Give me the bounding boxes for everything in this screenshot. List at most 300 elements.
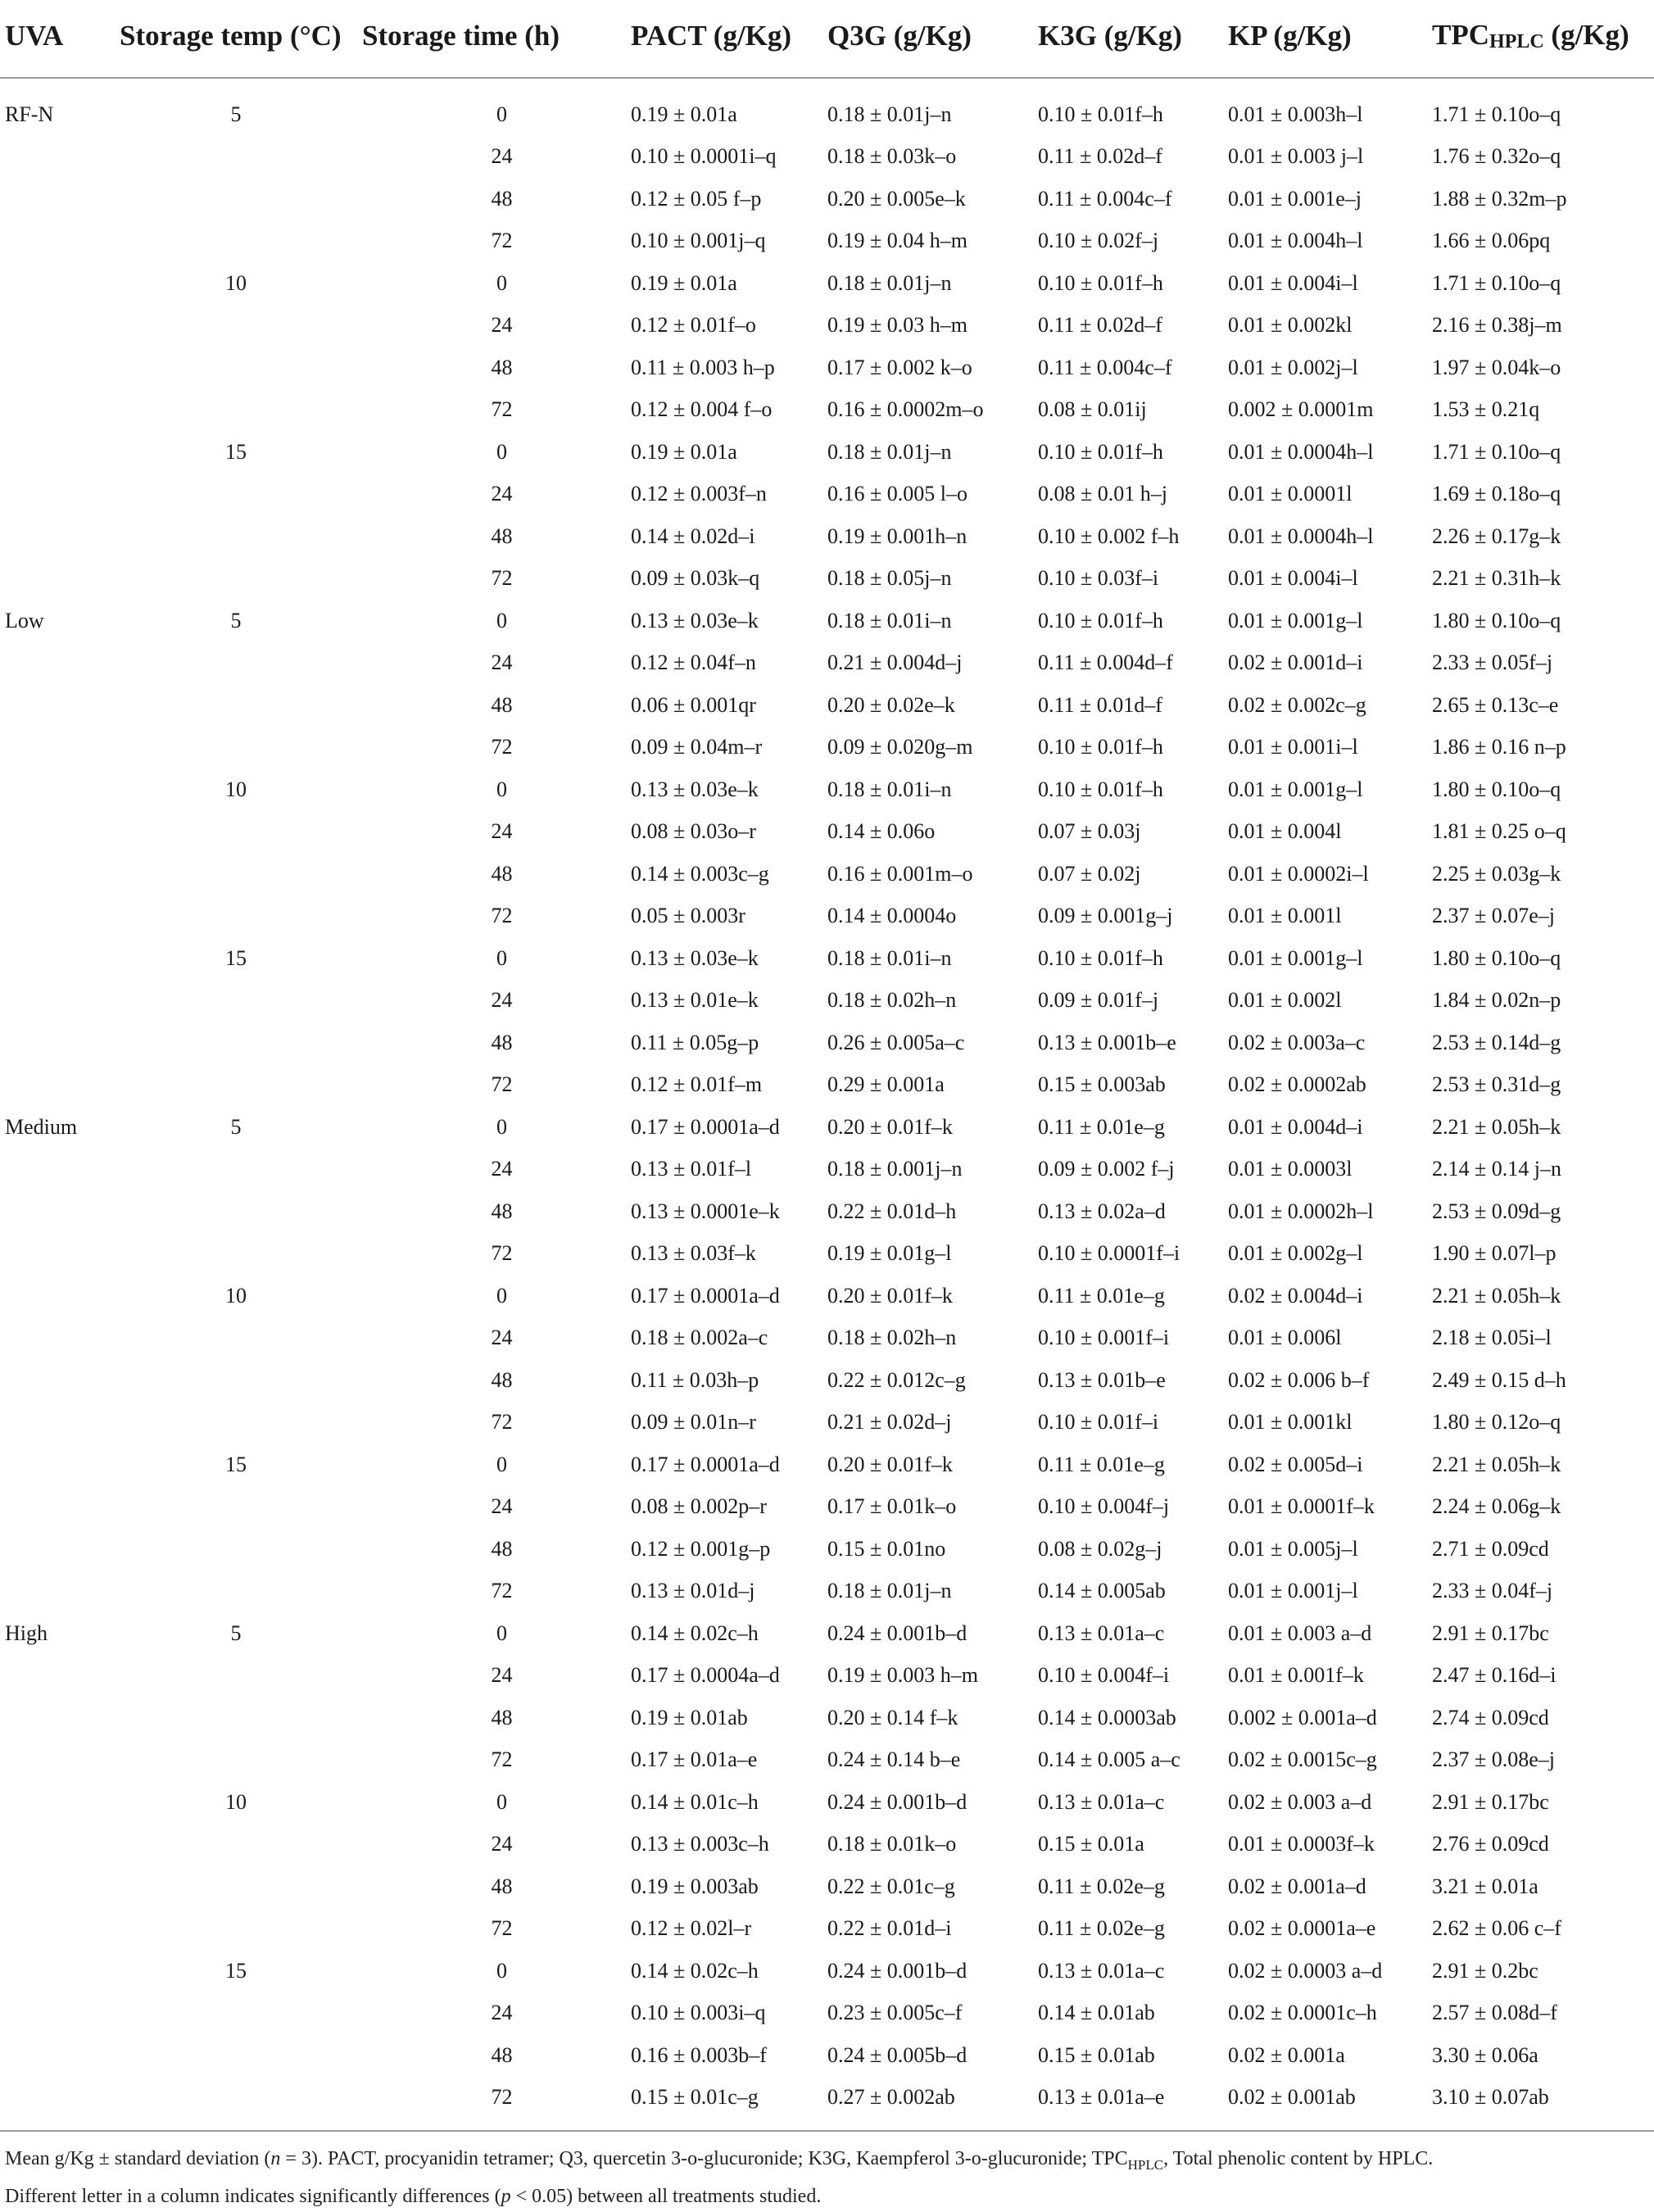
cell-uva xyxy=(0,980,119,1022)
cell-storage-time: 72 xyxy=(491,1916,513,1941)
cell-uva xyxy=(0,1359,119,1402)
cell-kp: 0.01 ± 0.0003f–k xyxy=(1228,1832,1375,1856)
cell-q3g: 0.19 ± 0.003 h–m xyxy=(827,1663,978,1688)
cell-uva xyxy=(0,1064,119,1107)
cell-uva: High xyxy=(5,1620,48,1645)
cell-pact: 0.19 ± 0.01a xyxy=(631,439,737,464)
cell-kp: 0.02 ± 0.0002ab xyxy=(1228,1072,1366,1097)
cell-tpc: 1.71 ± 0.10o–q xyxy=(1432,270,1561,295)
cell-q3g: 0.24 ± 0.001b–d xyxy=(827,1958,967,1983)
cell-kp: 0.02 ± 0.001d–i xyxy=(1228,650,1363,675)
cell-q3g: 0.19 ± 0.03 h–m xyxy=(827,313,967,338)
table-row xyxy=(0,347,1654,389)
footnote-text: Mean g/Kg ± standard deviation ( xyxy=(5,2148,271,2169)
cell-storage-time: 72 xyxy=(491,1579,513,1603)
cell-pact: 0.09 ± 0.01n–r xyxy=(631,1410,756,1435)
cell-kp: 0.01 ± 0.0004h–l xyxy=(1228,524,1374,548)
cell-q3g: 0.16 ± 0.005 l–o xyxy=(827,482,967,506)
cell-storage-temp xyxy=(119,980,356,1022)
header-tpc xyxy=(1425,0,1654,78)
cell-uva xyxy=(0,1022,119,1064)
cell-q3g: 0.18 ± 0.01i–n xyxy=(827,945,952,970)
cell-pact: 0.17 ± 0.0004a–d xyxy=(631,1663,780,1688)
cell-storage-temp xyxy=(119,1486,356,1529)
table-row xyxy=(0,1106,1654,1149)
cell-k3g: 0.10 ± 0.002 f–h xyxy=(1038,524,1180,548)
table-row xyxy=(0,474,1654,516)
cell-uva xyxy=(0,1190,119,1233)
cell-pact: 0.11 ± 0.05g–p xyxy=(631,1030,759,1054)
cell-q3g: 0.16 ± 0.001m–o xyxy=(827,861,973,886)
cell-storage-time: 24 xyxy=(491,1663,513,1688)
cell-q3g: 0.20 ± 0.14 f–k xyxy=(827,1705,958,1729)
cell-q3g: 0.15 ± 0.01no xyxy=(827,1536,946,1561)
cell-k3g: 0.11 ± 0.01e–g xyxy=(1038,1452,1165,1476)
cell-uva xyxy=(0,1739,119,1782)
cell-pact: 0.19 ± 0.01ab xyxy=(631,1705,748,1729)
cell-tpc: 2.91 ± 0.2bc xyxy=(1432,1958,1538,1983)
cell-storage-temp xyxy=(119,474,356,516)
cell-k3g: 0.10 ± 0.001f–i xyxy=(1038,1326,1170,1350)
cell-q3g: 0.23 ± 0.005c–f xyxy=(827,2001,963,2025)
cell-uva: Low xyxy=(5,608,44,632)
cell-tpc: 1.71 ± 0.10o–q xyxy=(1432,102,1561,126)
cell-storage-time: 24 xyxy=(491,1326,513,1350)
cell-storage-time: 24 xyxy=(491,313,513,338)
cell-k3g: 0.10 ± 0.0001f–i xyxy=(1038,1241,1180,1266)
cell-k3g: 0.10 ± 0.004f–i xyxy=(1038,1663,1170,1688)
cell-k3g: 0.14 ± 0.0003ab xyxy=(1038,1705,1176,1729)
cell-storage-time: 24 xyxy=(491,650,513,675)
table-row xyxy=(0,937,1654,980)
cell-q3g: 0.18 ± 0.01i–n xyxy=(827,777,952,801)
cell-q3g: 0.22 ± 0.01d–h xyxy=(827,1199,957,1223)
cell-tpc: 2.24 ± 0.06g–k xyxy=(1432,1494,1561,1519)
cell-uva xyxy=(0,1275,119,1317)
cell-tpc: 3.30 ± 0.06a xyxy=(1432,2042,1538,2067)
cell-storage-time: 48 xyxy=(491,1705,513,1729)
cell-tpc: 2.14 ± 0.14 j–n xyxy=(1432,1157,1561,1181)
cell-q3g: 0.27 ± 0.002ab xyxy=(827,2085,955,2110)
cell-k3g: 0.11 ± 0.02e–g xyxy=(1038,1916,1165,1941)
cell-q3g: 0.18 ± 0.01j–n xyxy=(827,270,952,295)
table-row xyxy=(0,1739,1654,1782)
cell-tpc: 2.37 ± 0.07e–j xyxy=(1432,904,1556,928)
cell-storage-temp xyxy=(119,642,356,685)
cell-tpc: 2.25 ± 0.03g–k xyxy=(1432,861,1561,886)
cell-k3g: 0.10 ± 0.01f–h xyxy=(1038,270,1163,295)
header-storage-time: Storage time (h) xyxy=(356,0,614,78)
cell-storage-time: 72 xyxy=(491,735,513,759)
cell-uva xyxy=(0,1528,119,1571)
cell-k3g: 0.10 ± 0.004f–j xyxy=(1038,1494,1170,1519)
cell-pact: 0.13 ± 0.01e–k xyxy=(631,988,759,1013)
cell-storage-temp xyxy=(119,515,356,558)
cell-kp: 0.01 ± 0.001i–l xyxy=(1228,735,1358,759)
footnote-divider xyxy=(0,2130,1654,2132)
cell-kp: 0.02 ± 0.001a–d xyxy=(1228,1874,1366,1898)
cell-storage-time: 48 xyxy=(491,861,513,886)
cell-uva: Medium xyxy=(5,1114,78,1139)
cell-k3g: 0.13 ± 0.001b–e xyxy=(1038,1030,1176,1054)
cell-uva xyxy=(0,1781,119,1824)
cell-storage-time: 0 xyxy=(496,1620,507,1645)
cell-pact: 0.08 ± 0.002p–r xyxy=(631,1494,767,1519)
cell-uva xyxy=(0,305,119,347)
header-tpc-unit: (g/Kg) xyxy=(1543,19,1629,51)
cell-kp: 0.002 ± 0.001a–d xyxy=(1228,1705,1377,1729)
cell-q3g: 0.18 ± 0.01j–n xyxy=(827,1579,952,1603)
cell-tpc: 2.76 ± 0.09cd xyxy=(1432,1832,1549,1856)
cell-storage-time: 48 xyxy=(491,2042,513,2067)
cell-pact: 0.12 ± 0.001g–p xyxy=(631,1536,771,1561)
cell-storage-temp xyxy=(119,558,356,601)
table-row xyxy=(0,136,1654,179)
cell-tpc: 1.86 ± 0.16 n–p xyxy=(1432,735,1566,759)
cell-kp: 0.02 ± 0.0015c–g xyxy=(1228,1747,1377,1772)
cell-storage-temp xyxy=(119,136,356,179)
cell-kp: 0.02 ± 0.0001c–h xyxy=(1228,2001,1377,2025)
cell-storage-time: 0 xyxy=(496,1283,507,1308)
cell-pact: 0.12 ± 0.05 f–p xyxy=(631,186,762,211)
table-row xyxy=(0,1571,1654,1613)
cell-uva xyxy=(0,178,119,220)
cell-kp: 0.01 ± 0.004d–i xyxy=(1228,1114,1363,1139)
cell-q3g: 0.17 ± 0.01k–o xyxy=(827,1494,957,1519)
footnote-subscript: HPLC xyxy=(1127,2156,1164,2173)
cell-kp: 0.01 ± 0.004h–l xyxy=(1228,229,1363,253)
cell-pact: 0.11 ± 0.003 h–p xyxy=(631,355,775,379)
cell-k3g: 0.11 ± 0.01e–g xyxy=(1038,1114,1165,1139)
cell-tpc: 1.69 ± 0.18o–q xyxy=(1432,482,1561,506)
cell-storage-time: 48 xyxy=(491,1199,513,1223)
table-row xyxy=(0,2077,1654,2119)
cell-pact: 0.19 ± 0.01a xyxy=(631,270,737,295)
cell-storage-time: 48 xyxy=(491,1536,513,1561)
table-row xyxy=(0,1317,1654,1360)
cell-kp: 0.02 ± 0.006 b–f xyxy=(1228,1367,1370,1392)
cell-tpc: 2.16 ± 0.38j–m xyxy=(1432,313,1562,338)
cell-k3g: 0.10 ± 0.02f–j xyxy=(1038,229,1159,253)
cell-storage-time: 48 xyxy=(491,524,513,548)
cell-k3g: 0.10 ± 0.01f–h xyxy=(1038,735,1163,759)
cell-k3g: 0.09 ± 0.002 f–j xyxy=(1038,1157,1175,1181)
cell-k3g: 0.08 ± 0.01 h–j xyxy=(1038,482,1167,506)
cell-storage-time: 48 xyxy=(491,1874,513,1898)
cell-uva xyxy=(0,220,119,263)
cell-storage-temp: 15 xyxy=(225,1958,247,1983)
cell-kp: 0.02 ± 0.003a–c xyxy=(1228,1030,1366,1054)
cell-storage-time: 24 xyxy=(491,144,513,169)
cell-storage-temp xyxy=(119,2077,356,2119)
cell-storage-time: 72 xyxy=(491,1747,513,1772)
cell-storage-temp xyxy=(119,1149,356,1191)
cell-pact: 0.13 ± 0.0001e–k xyxy=(631,1199,780,1223)
cell-pact: 0.14 ± 0.003c–g xyxy=(631,861,769,886)
table-row xyxy=(0,1359,1654,1402)
cell-kp: 0.01 ± 0.0002h–l xyxy=(1228,1199,1374,1223)
cell-q3g: 0.18 ± 0.05j–n xyxy=(827,566,952,591)
cell-kp: 0.01 ± 0.0001f–k xyxy=(1228,1494,1375,1519)
cell-uva xyxy=(0,1149,119,1191)
cell-storage-time: 0 xyxy=(496,608,507,632)
cell-tpc: 2.37 ± 0.08e–j xyxy=(1432,1747,1556,1772)
cell-tpc: 1.90 ± 0.07l–p xyxy=(1432,1241,1557,1266)
cell-tpc: 1.80 ± 0.12o–q xyxy=(1432,1410,1561,1435)
cell-k3g: 0.11 ± 0.02e–g xyxy=(1038,1874,1165,1898)
cell-kp: 0.02 ± 0.001ab xyxy=(1228,2085,1356,2110)
cell-uva xyxy=(0,1571,119,1613)
cell-k3g: 0.07 ± 0.03j xyxy=(1038,819,1141,844)
cell-tpc: 2.18 ± 0.05i–l xyxy=(1432,1326,1552,1350)
cell-uva xyxy=(0,431,119,474)
cell-storage-temp xyxy=(119,895,356,938)
cell-tpc: 2.26 ± 0.17g–k xyxy=(1432,524,1561,548)
table-row xyxy=(0,1149,1654,1191)
cell-q3g: 0.24 ± 0.001b–d xyxy=(827,1620,967,1645)
cell-pact: 0.15 ± 0.01c–g xyxy=(631,2085,759,2110)
cell-k3g: 0.08 ± 0.01ij xyxy=(1038,397,1147,422)
cell-storage-temp: 5 xyxy=(230,608,242,632)
cell-storage-temp xyxy=(119,1655,356,1698)
table-row xyxy=(0,1444,1654,1486)
cell-tpc: 2.21 ± 0.31h–k xyxy=(1432,566,1561,591)
cell-uva xyxy=(0,136,119,179)
cell-q3g: 0.18 ± 0.01i–n xyxy=(827,608,952,632)
cell-pact: 0.12 ± 0.01f–o xyxy=(631,313,756,338)
cell-q3g: 0.09 ± 0.020g–m xyxy=(827,735,973,759)
table-row xyxy=(0,642,1654,685)
cell-kp: 0.01 ± 0.0003l xyxy=(1228,1157,1353,1181)
cell-storage-temp xyxy=(119,853,356,895)
cell-storage-time: 0 xyxy=(496,945,507,970)
cell-storage-temp: 10 xyxy=(225,270,247,295)
table-row xyxy=(0,980,1654,1022)
cell-pact: 0.17 ± 0.0001a–d xyxy=(631,1452,780,1476)
cell-storage-time: 72 xyxy=(491,229,513,253)
cell-pact: 0.10 ± 0.0001i–q xyxy=(631,144,777,169)
cell-uva xyxy=(0,558,119,601)
cell-pact: 0.13 ± 0.01f–l xyxy=(631,1157,752,1181)
cell-storage-time: 0 xyxy=(496,1958,507,1983)
cell-q3g: 0.24 ± 0.001b–d xyxy=(827,1789,967,1814)
cell-k3g: 0.10 ± 0.03f–i xyxy=(1038,566,1159,591)
cell-tpc: 2.91 ± 0.17bc xyxy=(1432,1789,1549,1814)
cell-uva xyxy=(0,642,119,685)
cell-k3g: 0.13 ± 0.01a–c xyxy=(1038,1958,1165,1983)
cell-uva xyxy=(0,262,119,305)
table-row xyxy=(0,2034,1654,2077)
cell-storage-time: 72 xyxy=(491,566,513,591)
cell-pact: 0.13 ± 0.03e–k xyxy=(631,608,759,632)
cell-pact: 0.13 ± 0.003c–h xyxy=(631,1832,769,1856)
table-row xyxy=(0,1528,1654,1571)
table-row xyxy=(0,431,1654,474)
cell-k3g: 0.14 ± 0.01ab xyxy=(1038,2001,1155,2025)
cell-storage-time: 72 xyxy=(491,1241,513,1266)
cell-storage-temp xyxy=(119,305,356,347)
table-row xyxy=(0,305,1654,347)
cell-tpc: 1.71 ± 0.10o–q xyxy=(1432,439,1561,464)
cell-kp: 0.01 ± 0.003 j–l xyxy=(1228,144,1364,169)
footnote-n-symbol: n xyxy=(270,2148,281,2169)
cell-pact: 0.13 ± 0.03e–k xyxy=(631,945,759,970)
cell-storage-time: 72 xyxy=(491,2085,513,2110)
cell-q3g: 0.19 ± 0.01g–l xyxy=(827,1241,952,1266)
cell-uva xyxy=(0,1824,119,1866)
cell-pact: 0.11 ± 0.03h–p xyxy=(631,1367,759,1392)
cell-k3g: 0.14 ± 0.005 a–c xyxy=(1038,1747,1180,1772)
cell-kp: 0.01 ± 0.004i–l xyxy=(1228,566,1358,591)
cell-tpc: 2.21 ± 0.05h–k xyxy=(1432,1452,1561,1476)
cell-k3g: 0.13 ± 0.01a–c xyxy=(1038,1789,1165,1814)
table-row xyxy=(0,853,1654,895)
cell-tpc: 2.53 ± 0.14d–g xyxy=(1432,1030,1561,1054)
cell-k3g: 0.10 ± 0.01f–h xyxy=(1038,102,1163,126)
cell-storage-time: 24 xyxy=(491,988,513,1013)
cell-uva xyxy=(0,2034,119,2077)
footnote-text: Different letter in a column indicates significantly differences ( xyxy=(5,2185,501,2207)
cell-uva xyxy=(0,853,119,895)
cell-pact: 0.12 ± 0.01f–m xyxy=(631,1072,763,1097)
cell-q3g: 0.24 ± 0.14 b–e xyxy=(827,1747,961,1772)
cell-pact: 0.13 ± 0.03f–k xyxy=(631,1241,756,1266)
cell-storage-time: 48 xyxy=(491,1367,513,1392)
cell-storage-temp xyxy=(119,1697,356,1739)
cell-storage-time: 0 xyxy=(496,102,507,126)
cell-kp: 0.02 ± 0.0003 a–d xyxy=(1228,1958,1383,1983)
cell-tpc: 2.62 ± 0.06 c–f xyxy=(1432,1916,1561,1941)
cell-kp: 0.02 ± 0.004d–i xyxy=(1228,1283,1363,1308)
cell-pact: 0.14 ± 0.02c–h xyxy=(631,1620,759,1645)
cell-storage-time: 72 xyxy=(491,904,513,928)
cell-kp: 0.01 ± 0.0004h–l xyxy=(1228,439,1374,464)
cell-tpc: 1.84 ± 0.02n–p xyxy=(1432,988,1561,1013)
cell-tpc: 2.49 ± 0.15 d–h xyxy=(1432,1367,1566,1392)
cell-uva xyxy=(0,474,119,516)
table-row xyxy=(0,1865,1654,1908)
cell-tpc: 1.76 ± 0.32o–q xyxy=(1432,144,1561,169)
cell-q3g: 0.19 ± 0.04 h–m xyxy=(827,229,967,253)
cell-kp: 0.01 ± 0.001g–l xyxy=(1228,945,1363,970)
cell-uva xyxy=(0,1444,119,1486)
cell-kp: 0.01 ± 0.002kl xyxy=(1228,313,1353,338)
cell-tpc: 2.33 ± 0.04f–j xyxy=(1432,1579,1553,1603)
cell-kp: 0.01 ± 0.0001l xyxy=(1228,482,1353,506)
cell-pact: 0.17 ± 0.01a–e xyxy=(631,1747,758,1772)
cell-k3g: 0.09 ± 0.01f–j xyxy=(1038,988,1159,1013)
table-row xyxy=(0,1064,1654,1107)
cell-pact: 0.05 ± 0.003r xyxy=(631,904,745,928)
cell-q3g: 0.14 ± 0.06o xyxy=(827,819,936,844)
footnote-text: = 3). PACT, procyanidin tetramer; Q3, quercetin 3-o-glucuronide; K3G, Kaempferol 3-o-glucuronide; TPC xyxy=(280,2148,1128,2169)
cell-pact: 0.18 ± 0.002a–c xyxy=(631,1326,768,1350)
cell-uva xyxy=(0,389,119,432)
cell-storage-temp: 15 xyxy=(225,1452,247,1476)
cell-storage-temp: 5 xyxy=(230,1620,242,1645)
table-row xyxy=(0,1402,1654,1444)
cell-q3g: 0.18 ± 0.02h–n xyxy=(827,988,957,1013)
cell-k3g: 0.10 ± 0.01f–h xyxy=(1038,439,1163,464)
cell-q3g: 0.16 ± 0.0002m–o xyxy=(827,397,984,422)
cell-pact: 0.13 ± 0.01d–j xyxy=(631,1579,755,1603)
table-row xyxy=(0,1233,1654,1276)
header-q3g: Q3G (g/Kg) xyxy=(815,0,1025,78)
cell-tpc: 1.53 ± 0.21q xyxy=(1432,397,1540,422)
cell-storage-time: 72 xyxy=(491,1410,513,1435)
cell-uva xyxy=(0,895,119,938)
table-row xyxy=(0,78,1654,136)
cell-uva xyxy=(0,684,119,727)
cell-tpc: 3.21 ± 0.01a xyxy=(1432,1874,1538,1898)
cell-q3g: 0.18 ± 0.02h–n xyxy=(827,1326,957,1350)
table-row xyxy=(0,1824,1654,1866)
footnote-text: < 0.05) between all treatments studied. xyxy=(510,2185,822,2207)
cell-tpc: 2.47 ± 0.16d–i xyxy=(1432,1663,1557,1688)
table-row xyxy=(0,1697,1654,1739)
cell-pact: 0.12 ± 0.004 f–o xyxy=(631,397,773,422)
cell-kp: 0.01 ± 0.002l xyxy=(1228,988,1342,1013)
table-row xyxy=(0,1612,1654,1655)
table-row xyxy=(0,600,1654,642)
cell-storage-temp: 10 xyxy=(225,1789,247,1814)
cell-k3g: 0.11 ± 0.02d–f xyxy=(1038,313,1162,338)
cell-q3g: 0.21 ± 0.02d–j xyxy=(827,1410,952,1435)
cell-tpc: 2.21 ± 0.05h–k xyxy=(1432,1283,1561,1308)
header-kp: KP (g/Kg) xyxy=(1216,0,1425,78)
table-row xyxy=(0,220,1654,263)
cell-storage-temp xyxy=(119,684,356,727)
cell-storage-temp xyxy=(119,1739,356,1782)
cell-tpc: 1.80 ± 0.10o–q xyxy=(1432,777,1561,801)
footnote-p-symbol: p xyxy=(501,2185,511,2207)
table-row xyxy=(0,811,1654,854)
cell-pact: 0.19 ± 0.003ab xyxy=(631,1874,759,1898)
header-tpc-sub: HPLC xyxy=(1489,31,1544,52)
cell-uva xyxy=(0,1402,119,1444)
cell-storage-time: 24 xyxy=(491,2001,513,2025)
cell-storage-temp xyxy=(119,811,356,854)
cell-k3g: 0.11 ± 0.004d–f xyxy=(1038,650,1173,675)
cell-storage-temp xyxy=(119,178,356,220)
cell-storage-time: 24 xyxy=(491,1494,513,1519)
cell-pact: 0.09 ± 0.03k–q xyxy=(631,566,760,591)
cell-uva xyxy=(0,1950,119,1992)
table-body xyxy=(0,78,1654,2119)
cell-storage-temp xyxy=(119,1317,356,1360)
cell-pact: 0.13 ± 0.03e–k xyxy=(631,777,759,801)
cell-storage-temp: 10 xyxy=(225,1283,247,1308)
cell-storage-temp xyxy=(119,1359,356,1402)
cell-tpc: 1.80 ± 0.10o–q xyxy=(1432,945,1561,970)
cell-uva xyxy=(0,347,119,389)
cell-storage-temp xyxy=(119,727,356,769)
cell-uva xyxy=(0,1992,119,2035)
cell-storage-time: 0 xyxy=(496,1789,507,1814)
cell-q3g: 0.24 ± 0.005b–d xyxy=(827,2042,967,2067)
table-row xyxy=(0,1486,1654,1529)
cell-kp: 0.01 ± 0.001l xyxy=(1228,904,1342,928)
cell-uva xyxy=(0,727,119,769)
cell-q3g: 0.20 ± 0.005e–k xyxy=(827,186,966,211)
cell-storage-time: 48 xyxy=(491,186,513,211)
cell-kp: 0.01 ± 0.006l xyxy=(1228,1326,1342,1350)
cell-k3g: 0.15 ± 0.01a xyxy=(1038,1832,1144,1856)
cell-k3g: 0.11 ± 0.004c–f xyxy=(1038,186,1172,211)
cell-q3g: 0.18 ± 0.01j–n xyxy=(827,439,952,464)
cell-kp: 0.01 ± 0.001j–l xyxy=(1228,1579,1358,1603)
cell-kp: 0.02 ± 0.002c–g xyxy=(1228,692,1366,717)
